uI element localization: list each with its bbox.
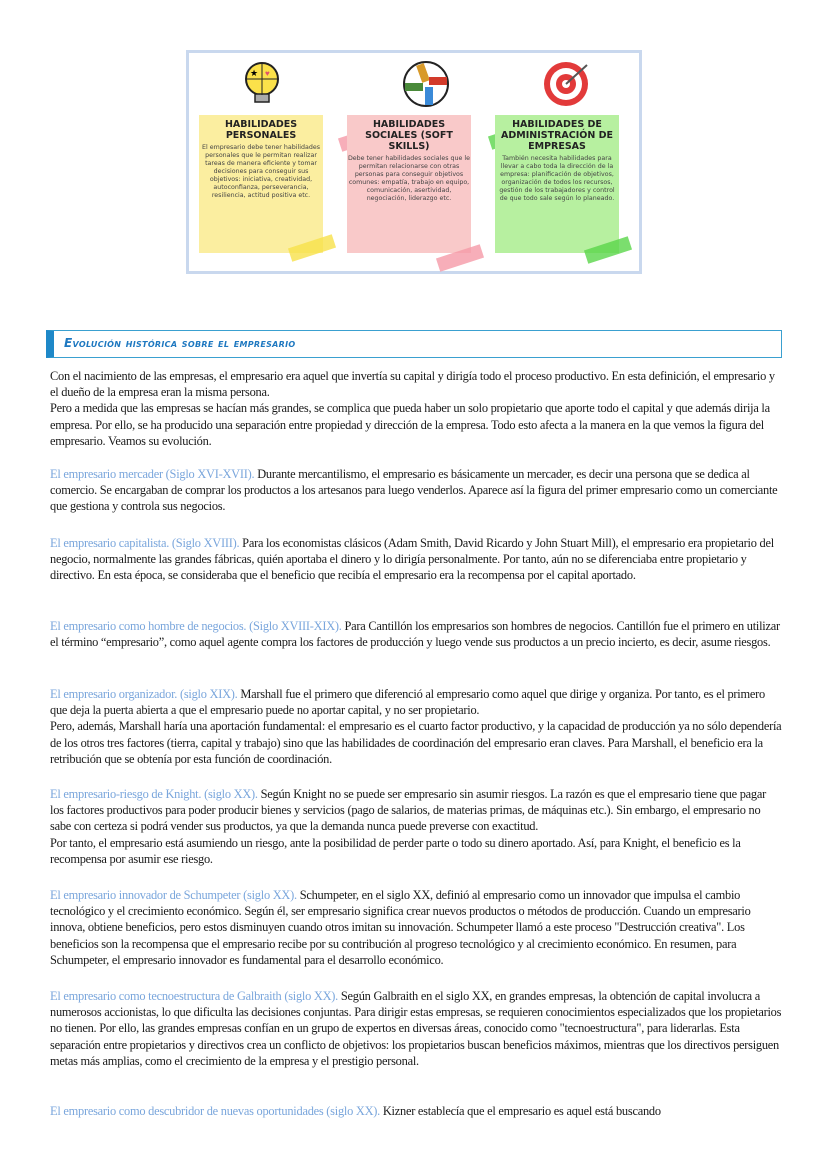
paragraph-lead: El empresario como tecnoestructura de Galbraith (siglo XX). <box>50 989 339 1003</box>
skills-infographic <box>186 50 642 274</box>
card-social-skills <box>347 115 471 253</box>
card-text: El empresario debe tener habilidades personales que le permitan realizar tareas de manera eficiente y tomar decisiones para conseguir sus objetivos: iniciativa, creatividad, autoconfianza, perseverancia, resiliencia, actitud positiva etc. <box>201 144 321 199</box>
card-management-skills <box>495 115 619 253</box>
paragraph-text: Según Galbraith en el siglo XX, en grandes empresas, la obtención de capital involucra a numerosos accionistas, lo que dificulta las decisiones conjuntas. Para dirigir estas empresas, se requieren conocimientos especializados que los propietarios no tienen. Por ello, las grandes empresas confían en un grupo de expertos en diversas áreas, conocido como "tecnoestructura", para liderarlas. Esta separación entre propietarios y directivos crea un conflicto de objetivos: los propietarios buscan beneficios máximos, mientras que los directivos persiguen metas más amplias, como el crecimiento de la empresa y el prestigio personal. <box>50 989 782 1068</box>
svg-text:★: ★ <box>250 68 259 78</box>
paragraph-text: Durante mercantilismo, el empresario es básicamente un mercader, es decir una persona que se dedica al comercio. Se encargaban de comprar los productos a los artesanos para luego venderlos. Aparece así la figura del primer empresario como un comerciante que gestiona y controla sus negocios. <box>50 467 778 514</box>
card-text: Debe tener habilidades sociales que le permitan relacionarse con otras personas para conseguir objetivos comunes: empatía, trabajo en equipo, comunicación, asertividad, negociación, liderazgo etc. <box>347 155 471 202</box>
card-text: También necesita habilidades para llevar a cabo toda la dirección de la empresa: planificación de objetivos, organización de todos los recursos, gestión de los trabajadores y control de que todo sale según lo planeado. <box>499 155 615 202</box>
paragraph-hombre-negocios <box>50 618 782 650</box>
paragraph-knight <box>50 786 782 867</box>
paragraph-organizador <box>50 686 782 767</box>
target-icon <box>541 59 591 109</box>
paragraph-text: Pero, además, Marshall haría una aportación fundamental: el empresario es el cuarto factor productivo, y la capacidad de producción ya no sólo dependería de los otros tres factores (tierra, capital y trabajo) sino que las habilidades de coordinación del empresario eran claves. Para Marshall, el beneficio era la retribución que se obtenía por esta función de coordinación. <box>50 719 782 766</box>
paragraph-lead: El empresario mercader (Siglo XVI-XVII). <box>50 467 255 481</box>
joined-hands-icon <box>401 59 451 109</box>
paragraph-lead: El empresario-riesgo de Knight. (siglo XX). <box>50 787 258 801</box>
paragraph-lead: El empresario capitalista. (Siglo XVIII). <box>50 536 240 550</box>
card-personal-skills <box>199 115 323 253</box>
paragraph-kizner <box>50 1103 782 1119</box>
intro-line: Con el nacimiento de las empresas, el empresario era aquel que invertía su capital y dirigía todo el proceso productivo. En esta definición, el empresario y el dueño de la empresa eran la misma persona. <box>50 369 775 400</box>
lightbulb-puzzle-icon <box>237 59 287 109</box>
card-title: HABILIDADES DE ADMINISTRACIÓN DE EMPRESAS <box>501 119 613 152</box>
paragraph-lead: El empresario innovador de Schumpeter (siglo XX). <box>50 888 297 902</box>
paragraph-text: Para los economistas clásicos (Adam Smith, David Ricardo y John Stuart Mill), el empresario era propietario del negocio, normalmente las grandes fábricas, quién aportaba el dinero y lo dirigía personalmente. Por tanto, aún no se diferenciaba entre propietario y directivo. En esta época, se consideraba que el beneficio que recibía el empresario era la recompensa por el capital aportado. <box>50 536 774 583</box>
paragraph-mercader <box>50 466 782 515</box>
paragraph-galbraith <box>50 988 782 1069</box>
card-title: HABILIDADES PERSONALES <box>224 119 298 141</box>
paragraph-text: Kizner establecía que el empresario es aquel está buscando <box>380 1104 661 1118</box>
paragraph-lead: El empresario como descubridor de nuevas oportunidades (siglo XX). <box>50 1104 381 1118</box>
section-title: Evolución histórica sobre el empresario <box>64 336 296 350</box>
paragraph-schumpeter <box>50 887 782 968</box>
paragraph-text: Para Cantillón los empresarios son hombres de negocios. Cantillón fue el primero en utilizar el término “empresario”, como aquel agente compra los factores de producción y luego vende sus productos a un precio incierto, es decir, asume riesgos. <box>50 619 780 650</box>
paragraph-text: Marshall fue el primero que diferenció al empresario como aquel que dirige y organiza. Por tanto, es el primero que deja la puerta abierta a que el empresario puede no aportar capital, y no ser propietario. <box>50 687 765 718</box>
section-heading <box>46 330 782 358</box>
paragraph-lead: El empresario organizador. (siglo XIX). <box>50 687 238 701</box>
intro-paragraph <box>50 368 782 449</box>
paragraph-text: Por tanto, el empresario está asumiendo un riesgo, ante la posibilidad de perder parte o todo su dinero aportado. Así, para Knight, el beneficio es la recompensa por asumir ese riesgo. <box>50 835 741 866</box>
paragraph-text: Schumpeter, en el siglo XX, definió al empresario como un innovador que impulsa el cambio tecnológico y el crecimiento económico. Según él, ser empresario significa crear nuevos productos o métodos de producción. Cuando un empresario innova, obtiene beneficios, pero estos disminuyen cuando otros imitan su innovación. Schumpeter llamó a este proceso "Destrucción creativa". Los beneficios son la recompensa que el empresario recibe por su contribución al progreso tecnológico y al crecimiento económico. En resumen, para Schumpeter, el empresario innovador es fundamental para el desarrollo económico. <box>50 888 751 967</box>
svg-text:♥: ♥ <box>265 69 270 78</box>
paragraph-lead: El empresario como hombre de negocios. (Siglo XVIII-XIX). <box>50 619 342 633</box>
paragraph-text: Según Knight no se puede ser empresario sin asumir riesgos. La razón es que el empresario tiene que pagar los factores productivos para poder producir bienes y servicios (pago de salarios, de materias primas, de máquinas etc.). Sin embargo, el empresario no sabe con certeza si podrá vender sus productos, ya que la demanda nunca puede preverse con exactitud. <box>50 787 766 834</box>
card-title: HABILIDADES SOCIALES (SOFT SKILLS) <box>365 119 453 152</box>
paragraph-capitalista <box>50 535 782 584</box>
intro-line: Pero a medida que las empresas se hacían más grandes, se complica que pueda haber un solo propietario que aporte todo el capital y que además dirija la empresa. Por ello, se ha producido una separación entre propiedad y dirección de la empresa. Todo esto afecta a la manera en la que vemos la figura del empresario. Veamos su evolución. <box>50 401 770 448</box>
